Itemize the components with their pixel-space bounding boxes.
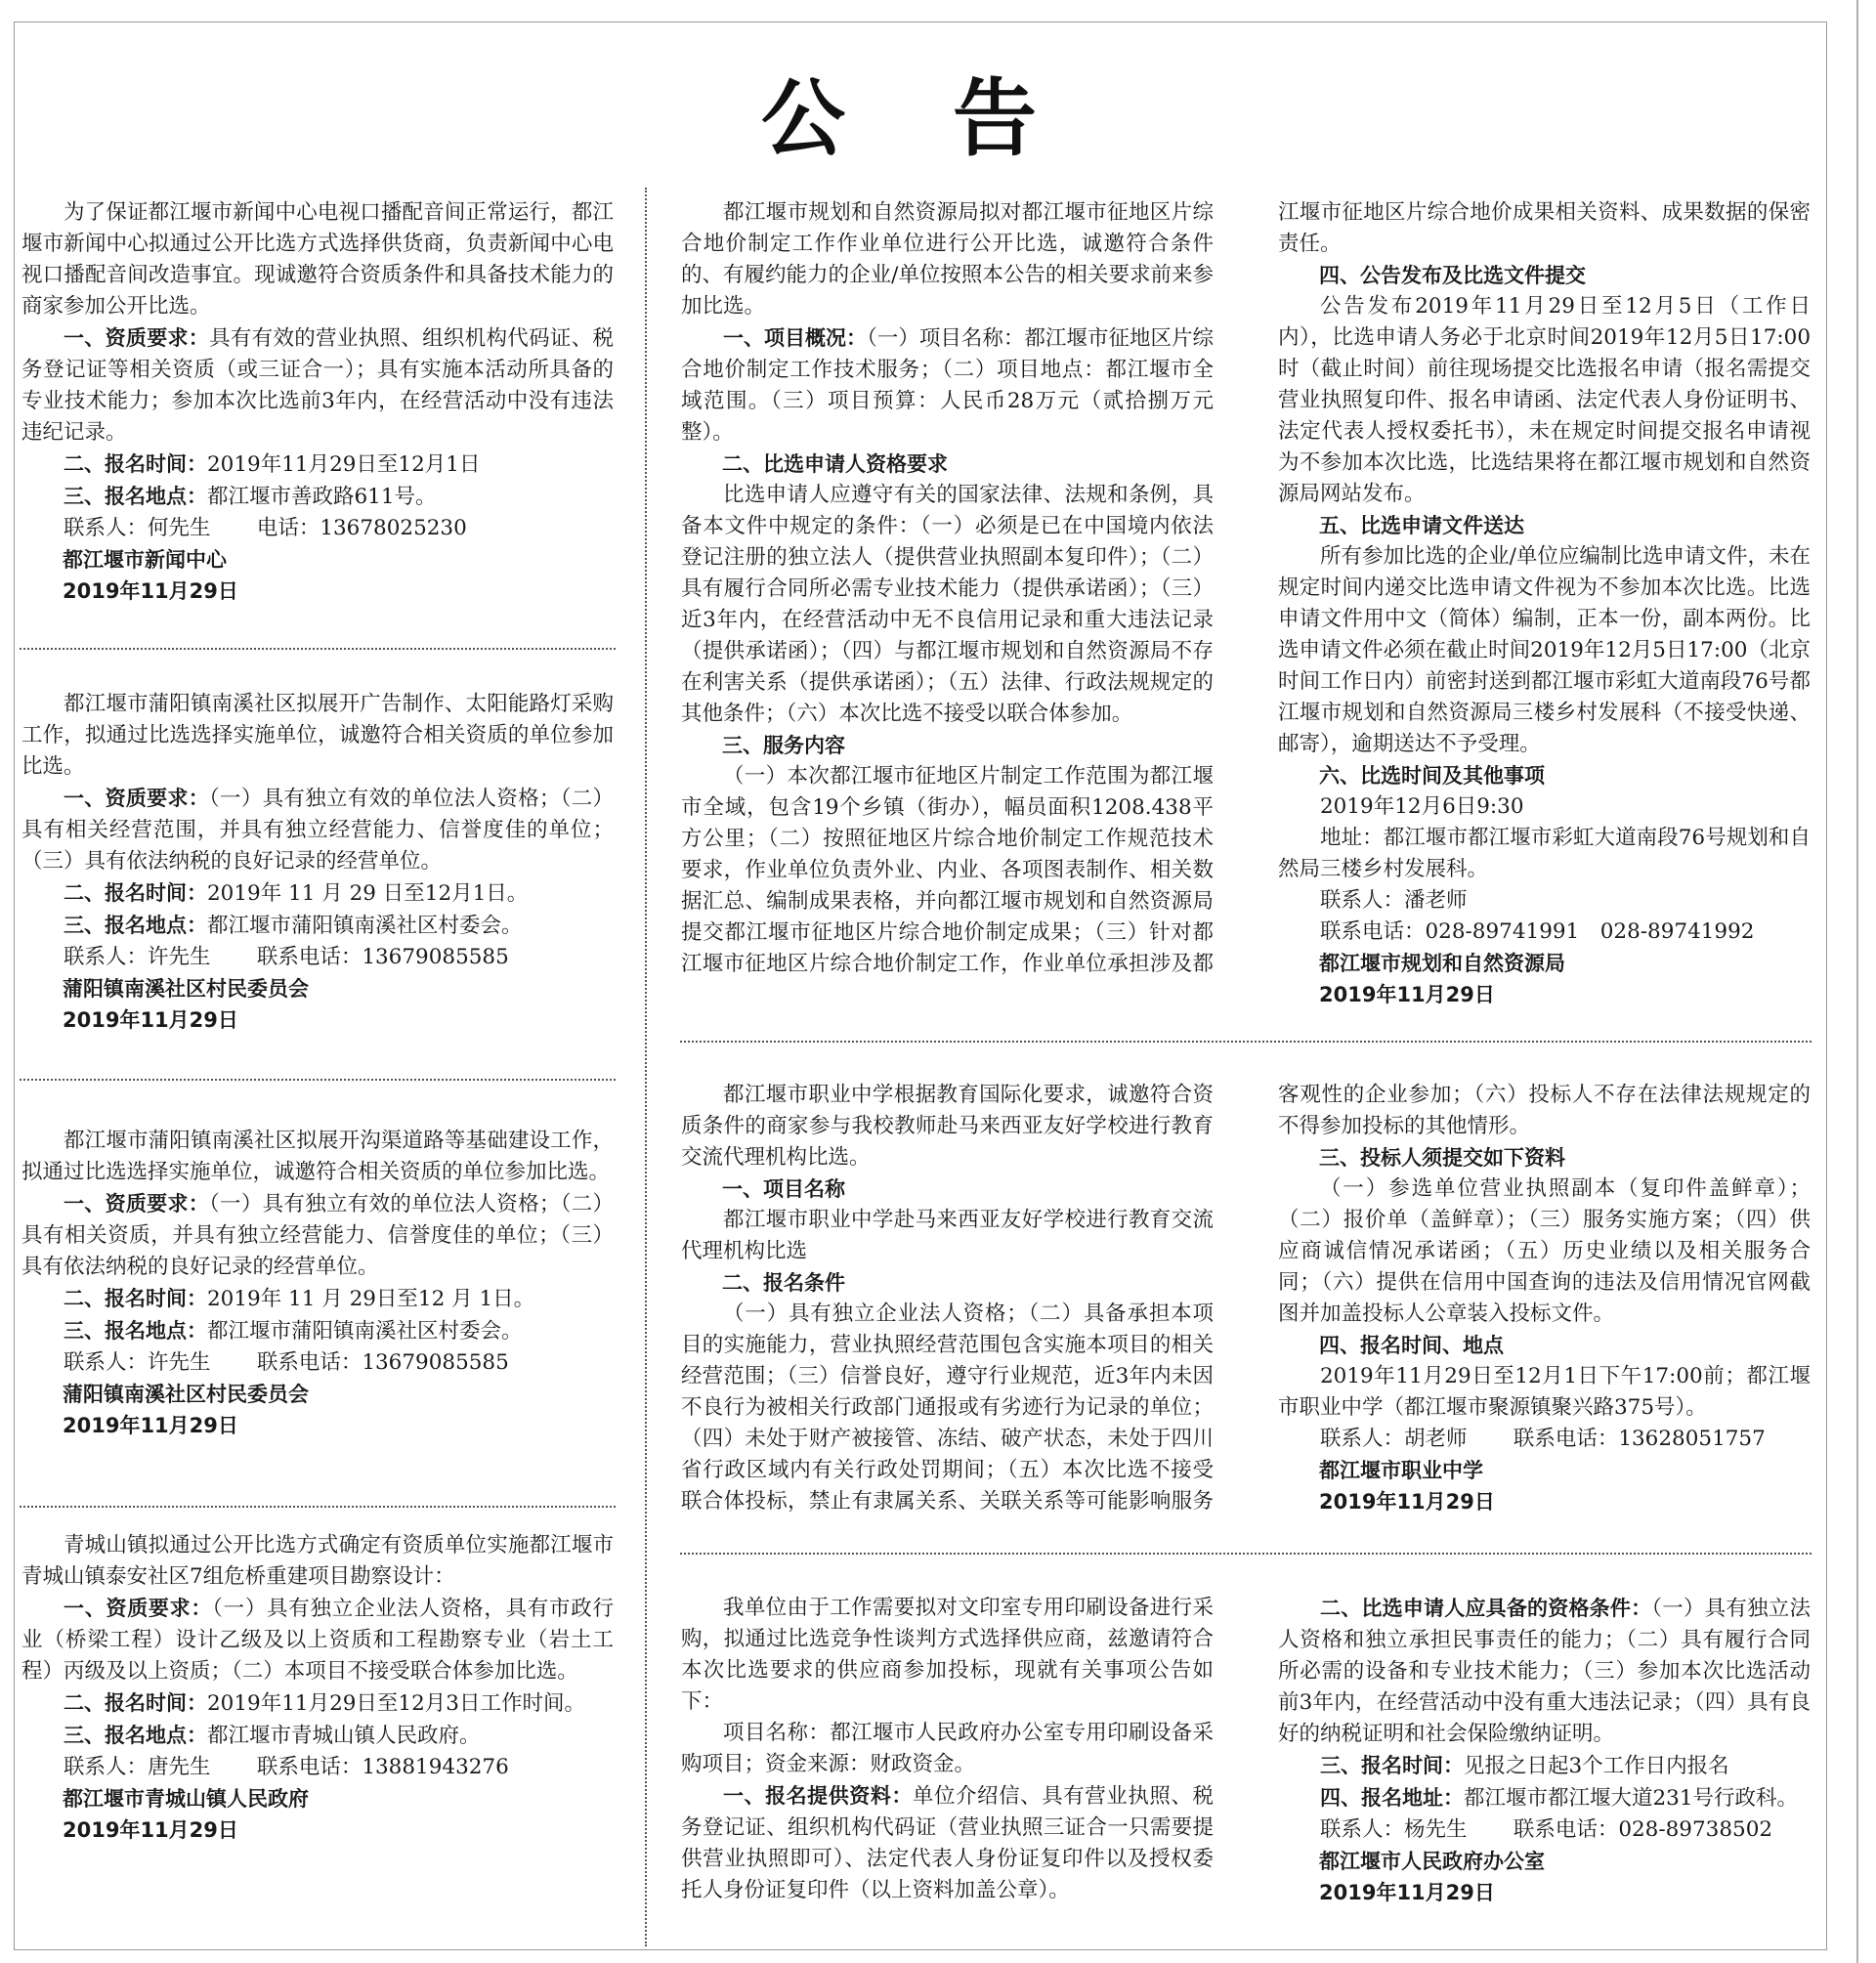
notice-vocational-school [681,1080,1811,1531]
section-heading: 三、报名地点： [64,1319,207,1343]
section-text: 具有有效的营业执照、组织机构代码证、税务登记证等相关资质（或三证合一）；具有实施本活动所具备的专业技术能力；参加本次比选前3年内，在经营活动中没有违法违纪记录。 [21,326,615,445]
section-heading: 二、比选申请人应具备的资格条件： [1320,1597,1652,1620]
section-text: （一）本次都江堰市征地区片制定工作范围为都江堰市全域，包含19个乡镇（街办），幅员面积1208.438平方公里；（二）按照征地区片综合地价制定工作规范技术要求，作业单位负责外业、内业、各项图表制作、相关数据汇总、编制成果表格，并向都江堰市规划和自然资源局提交都江堰市征地区片综合地价制定成果；（三）针对都江堰市征地区片综合地价制定工作，作业单位承担涉及都江堰市征地区片综合地价成果相关资料、成果数据的保密责任。 [681,200,1811,976]
notice-section [21,783,614,877]
notice-nanxi-ads [21,689,614,1036]
section-text: 比选申请人应遵守有关的国家法律、法规和条例，具备本文件中规定的条件：（一）必须是已在中国境内依法登记注册的独立法人（提供营业执照副本复印件）；（二）具有履行合同所必需专业技术能力（提供承诺函）；（三）近3年内，在经营活动中无不良信用记录和重大违法记录（提供承诺函）；（四）与都江堰市规划和自然资源局不存在利害关系（提供承诺函）；（五）法律、行政法规规定的其他条件；（六）本次比选不接受以联合体参加。 [681,483,1214,726]
section-text: （一）具有独立企业法人资格，具有市政行业（桥梁工程）设计乙级及以上资质和工程勘察专业（岩土工程）丙级及以上资质；（二）本项目不接受联合体参加比选。 [21,1597,614,1684]
section-text: 公告发布2019年11月29日至12月5日（工作日内），比选申请人务必于北京时间2019年12月5日17:00时（截止时间）前往现场提交比选报名申请（报名需提交营业执照复印件、报名申请函、法定代表人身份证明书、法定代表人授权委托书），未在规定时间提交报名申请视为不参加本次比选，比选结果将在都江堰市规划和自然资源局网站发布。 [1278,294,1811,506]
notice-section [21,448,614,481]
contact-phone: 电话：13678025230 [256,516,467,540]
section-text: 2019年 11 月 29 日至12月1日。 [207,881,529,906]
section-heading: 三、报名地点： [64,485,207,508]
notice-section [21,1593,614,1687]
section-heading: 三、报名时间： [1320,1754,1464,1777]
issuer-name: 都江堰市新闻中心 [63,548,227,572]
section-text: 都江堰市青城山镇人民政府。 [207,1724,481,1748]
contact-line [1278,1424,1811,1455]
issue-date: 2019年11月29日 [1319,1490,1495,1514]
section-heading: 一、项目概况： [723,326,868,350]
notice-news-center [21,197,614,607]
section-heading: 一、项目名称 [722,1177,845,1201]
section-heading: 四、公告发布及比选文件提交 [1319,264,1586,287]
contact-person: 联系人：许先生 [64,1350,211,1375]
contact-phone: 联系电话：028-89738502 [1513,1817,1773,1842]
notice-divider [680,1041,1812,1043]
notice-government-office [681,1593,1811,1939]
notice-intro: 都江堰市蒲阳镇南溪社区拟展开沟渠道路等基础建设工作，拟通过比选选择实施单位，诚邀符合相关资质的单位参加比选。 [21,1129,614,1184]
notice-section [21,910,614,942]
notice-divider [680,1553,1812,1555]
section-text: （一）具有独立企业法人资格；（二）具备承担本项目的实施能力，营业执照经营范围包含实施本项目的相关经营范围；（三）信誉良好，遵守行业规范，近3年内未因不良行为被相关行政部门通报或有劣迹行为记录的单位；（四）未处于财产被接管、冻结、破产状态，未处于四川省行政区域内有关行政处罚期间；（五）本次比选不接受联合体投标，禁止有隶属关系、关联关系等可能影响服务客观性的企业参加；（六）投标人不存在法律法规规定的不得参加投标的其他情形。 [681,1083,1811,1514]
comparison-time: 2019年12月6日9:30 [1320,794,1524,819]
notice-section [681,322,1214,448]
comparison-address: 地址：都江堰市都江堰市彩虹大道南段76号规划和自然局三楼乡村发展科。 [1278,826,1811,881]
section-heading: 五、比选申请文件送达 [1319,514,1524,537]
section-text: 都江堰市蒲阳镇南溪社区村委会。 [207,914,523,938]
section-heading: 四、报名时间、地点 [1319,1334,1504,1357]
issuer-name: 都江堰市青城山镇人民政府 [63,1787,309,1811]
section-heading: 一、资质要求： [64,326,210,350]
notice-nanxi-roads [21,1126,614,1441]
column-divider [645,188,647,1946]
notice-intro: 我单位由于工作需要拟对文印室专用印刷设备进行采购，拟通过比选竞争性谈判方式选择供应商，兹邀请符合本次比选要求的供应商参加投标，现就有关事项公告如下： [681,1596,1214,1714]
notice-section [21,1188,614,1283]
contact-person: 联系人：许先生 [64,945,211,969]
notice-section [21,877,614,910]
issue-date: 2019年11月29日 [1319,1881,1495,1904]
contact-phone: 联系电话：13679085585 [256,945,509,969]
issuer-name: 蒲阳镇南溪社区村民委员会 [63,1383,309,1406]
contact-line [21,942,614,973]
section-text: 都江堰市职业中学赴马来西亚友好学校进行教育交流代理机构比选 [681,1208,1214,1263]
section-heading: 三、投标人须提交如下资料 [1319,1146,1565,1170]
section-heading: 三、报名地点： [64,1724,207,1747]
contact-person: 联系人：杨先生 [1320,1817,1468,1842]
contact-person: 联系人：何先生 [64,516,211,540]
contact-person: 联系人：胡老师 [1320,1427,1468,1451]
contact-line [1278,1814,1811,1846]
notice-qingchengshan [21,1530,614,1846]
contact-phone: 联系电话：028-89741991 028-89741992 [1320,919,1755,944]
section-heading: 一、资质要求： [64,1192,210,1216]
notice-intro: 都江堰市蒲阳镇南溪社区拟展开广告制作、太阳能路灯采购工作，拟通过比选选择实施单位，诚邀符合相关资质的单位参加比选。 [21,692,614,779]
notice-intro: 为了保证都江堰市新闻中心电视口播配音间正常运行，都江堰市新闻中心拟通过公开比选方式选择供货商，负责新闻中心电视口播配音间改造事宜。现诚邀符合资质条件和具备技术能力的商家参加公开比选。 [21,200,614,319]
section-text: （一）项目名称：都江堰市征地区片综合地价制定工作技术服务；（二）项目地点：都江堰市全域范围。（三）项目预算：人民币28万元（贰拾捌万元整）。 [681,326,1214,445]
contact-phone: 联系电话：13881943276 [256,1755,509,1779]
section-heading: 一、资质要求： [64,787,210,810]
issue-date: 2019年11月29日 [63,1818,238,1842]
notice-divider [20,1079,616,1081]
section-text: 单位介绍信、具有营业执照、税务登记证、组织机构代码证（营业执照三证合一只需要提供营业执照即可）、法定代表人身份证复印件以及授权委托人身份证复印件（以上资料加盖公章）。 [681,1784,1214,1902]
issue-date: 2019年11月29日 [63,579,238,603]
issue-date: 2019年11月29日 [1319,983,1495,1006]
notice-divider [20,648,616,650]
issuer-name: 都江堰市规划和自然资源局 [1319,952,1565,975]
contact-line [21,1347,614,1379]
section-heading: 六、比选时间及其他事项 [1319,764,1545,788]
section-heading: 二、报名时间： [64,452,207,476]
section-text: 都江堰市善政路611号。 [207,485,437,509]
section-heading: 四、报名地址： [1320,1786,1464,1810]
section-text: 2019年 11 月 29日至12 月 1日。 [207,1287,535,1311]
issuer-name: 都江堰市人民政府办公室 [1319,1850,1545,1873]
notice-land-price [681,197,1811,1024]
notice-intro: 都江堰市规划和自然资源局拟对都江堰市征地区片综合地价制定工作作业单位进行公开比选，诚邀符合条件的、有履约能力的企业/单位按照本公告的相关要求前来参加比选。 [681,200,1214,319]
notice-section [1278,1593,1811,1750]
section-text: 见报之日起3个工作日内报名 [1464,1754,1729,1778]
section-text: （一）具有独立有效的单位法人资格；（二）具有相关资质，并具有独立经营能力、信誉度佳的单位；（三）具有依法纳税的良好记录的经营单位。 [21,1192,614,1279]
section-heading: 一、资质要求： [64,1597,213,1620]
notice-intro: 都江堰市职业中学根据教育国际化要求，诚邀符合资质条件的商家参与我校教师赴马来西亚友好学校进行教育交流代理机构比选。 [681,1083,1214,1170]
section-text: 都江堰市都江堰大道231号行政科。 [1464,1786,1799,1811]
notice-divider [20,1506,616,1508]
notice-section [21,1720,614,1752]
contact-line [21,1752,614,1783]
contact-phone: 联系电话：13628051757 [1513,1427,1766,1451]
notice-section [21,1687,614,1720]
notice-section [1278,1782,1811,1814]
section-text: 所有参加比选的企业/单位应编制比选申请文件，未在规定时间内递交比选申请文件视为不参加本次比选。比选申请文件用中文（简体）编制，正本一份，副本两份。比选申请文件必须在截止时间2019年12月5日17:00（北京时间工作日内）前密封送到都江堰市彩虹大道南段76号都江堰市规划和自然资源局三楼乡村发展科（不接受快递、邮寄），逾期送达不予受理。 [1278,544,1811,756]
contact-phone: 联系电话：13679085585 [256,1350,509,1375]
contact-person: 联系人：唐先生 [64,1755,211,1779]
section-text: 2019年11月29日至12月1日下午17:00前；都江堰市职业中学（都江堰市聚源镇聚兴路375号）。 [1278,1364,1811,1420]
section-text: （一）参选单位营业执照副本（复印件盖鲜章）；（二）报价单（盖鲜章）；（三）服务实施方案；（四）供应商诚信情况承诺函；（五）历史业绩以及相关服务合同；（六）提供在信用中国查询的违法及信用情况官网截图并加盖投标人公章装入投标文件。 [1278,1176,1811,1326]
page-edge [1856,0,1858,1963]
notice-section [1278,1750,1811,1782]
section-heading: 一、报名提供资料： [723,1784,913,1808]
page-title: 公 告 [761,69,1076,168]
section-heading: 二、报名时间： [64,1287,207,1310]
notice-intro: 青城山镇拟通过公开比选方式确定有资质单位实施都江堰市青城山镇泰安社区7组危桥重建项目勘察设计： [21,1533,614,1589]
section-heading: 二、报名时间： [64,881,207,905]
section-heading: 二、报名条件 [722,1271,845,1295]
notice-section [21,1283,614,1315]
section-text: 都江堰市蒲阳镇南溪社区村委会。 [207,1319,523,1344]
section-text: （一）具有独立法人资格和独立承担民事责任的能力；（二）具有履行合同所必需的设备和专业技术能力；（三）参加本次比选活动前3年内，在经营活动中没有重大违法记录；（四）具有良好的纳税证明和社会保险缴纳证明。 [1278,1597,1811,1746]
notice-section [21,481,614,513]
contact-line [21,513,614,544]
issuer-name: 都江堰市职业中学 [1319,1459,1483,1482]
section-heading: 二、比选申请人资格要求 [722,452,948,476]
notice-section [681,1780,1214,1906]
notice-section [21,322,614,448]
contact-person: 联系人：潘老师 [1320,888,1468,913]
section-heading: 二、报名时间： [64,1691,207,1715]
section-text: 2019年11月29日至12月3日工作时间。 [207,1691,585,1716]
section-text: 2019年11月29日至12月1日 [207,452,481,477]
section-heading: 三、服务内容 [722,734,845,757]
issue-date: 2019年11月29日 [63,1414,238,1437]
notice-section [21,1315,614,1347]
project-info: 项目名称：都江堰市人民政府办公室专用印刷设备采购项目；资金来源：财政资金。 [681,1721,1214,1776]
issue-date: 2019年11月29日 [63,1008,238,1032]
issuer-name: 蒲阳镇南溪社区村民委员会 [63,977,309,1001]
section-text: （一）具有独立有效的单位法人资格；（二）具有相关经营范围，并具有独立经营能力、信誉度佳的单位；（三）具有依法纳税的良好记录的经营单位。 [21,787,614,874]
section-heading: 三、报名地点： [64,914,207,937]
